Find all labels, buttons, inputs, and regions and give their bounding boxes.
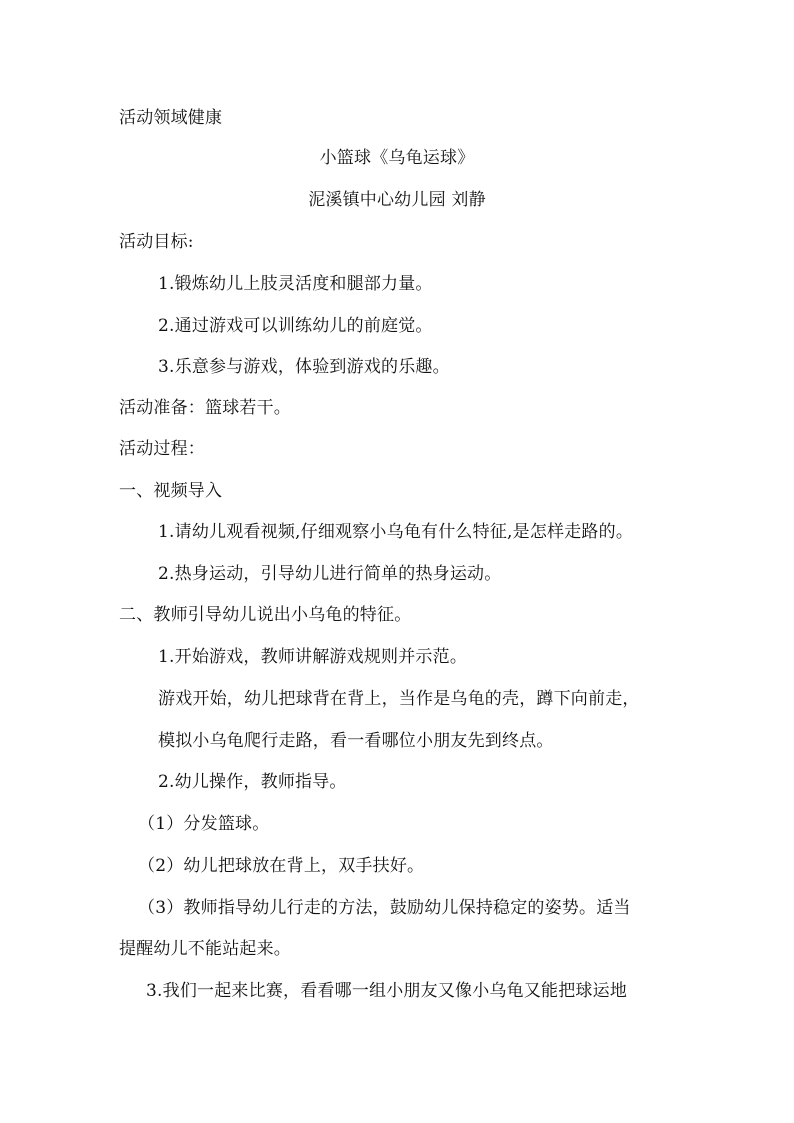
section-1-item-2: 2.热身运动，引导幼儿进行简单的热身运动。 [158, 564, 502, 584]
section-1-heading: 一、视频导入 [119, 481, 223, 501]
goal-item-1: 1.锻炼幼儿上肢灵活度和腿部力量。 [158, 274, 433, 294]
activity-domain-line: 活动领域健康 [119, 108, 223, 128]
author-line: 泥溪镇中心幼儿园 刘静 [308, 190, 486, 210]
document-title: 小篮球《乌龟运球》 [319, 148, 475, 168]
section-2-item-1: 1.开始游戏，教师讲解游戏规则并示范。 [158, 647, 468, 667]
process-heading: 活动过程： [119, 439, 205, 459]
game-rule-line-1: 游戏开始，幼儿把球背在背上，当作是乌龟的壳，蹲下向前走， [158, 689, 640, 709]
goal-item-3: 3.乐意参与游戏，体验到游戏的乐趣。 [158, 357, 450, 377]
sub-item-2: （2）幼儿把球放在背上，双手扶好。 [138, 856, 425, 876]
goals-heading: 活动目标: [119, 232, 194, 252]
goal-item-2: 2.通过游戏可以训练幼儿的前庭觉。 [158, 316, 433, 336]
section-2-item-3: 3.我们一起来比赛，看看哪一组小朋友又像小乌龟又能把球运地 [146, 981, 628, 1001]
sub-item-3-line-2: 提醒幼儿不能站起来。 [119, 939, 291, 959]
section-2-heading: 二、教师引导幼儿说出小乌龟的特征。 [119, 605, 412, 625]
sub-item-1: （1）分发篮球。 [138, 814, 270, 834]
section-1-item-1: 1.请幼儿观看视频,仔细观察小乌龟有什么特征,是怎样走路的。 [158, 522, 634, 542]
preparation-line: 活动准备：篮球若干。 [119, 398, 291, 418]
section-2-item-2: 2.幼儿操作，教师指导。 [158, 772, 347, 792]
game-rule-line-2: 模拟小乌龟爬行走路，看一看哪位小朋友先到终点。 [158, 731, 554, 751]
sub-item-3-line-1: （3）教师指导幼儿行走的方法，鼓励幼儿保持稳定的姿势。适当 [138, 898, 631, 918]
